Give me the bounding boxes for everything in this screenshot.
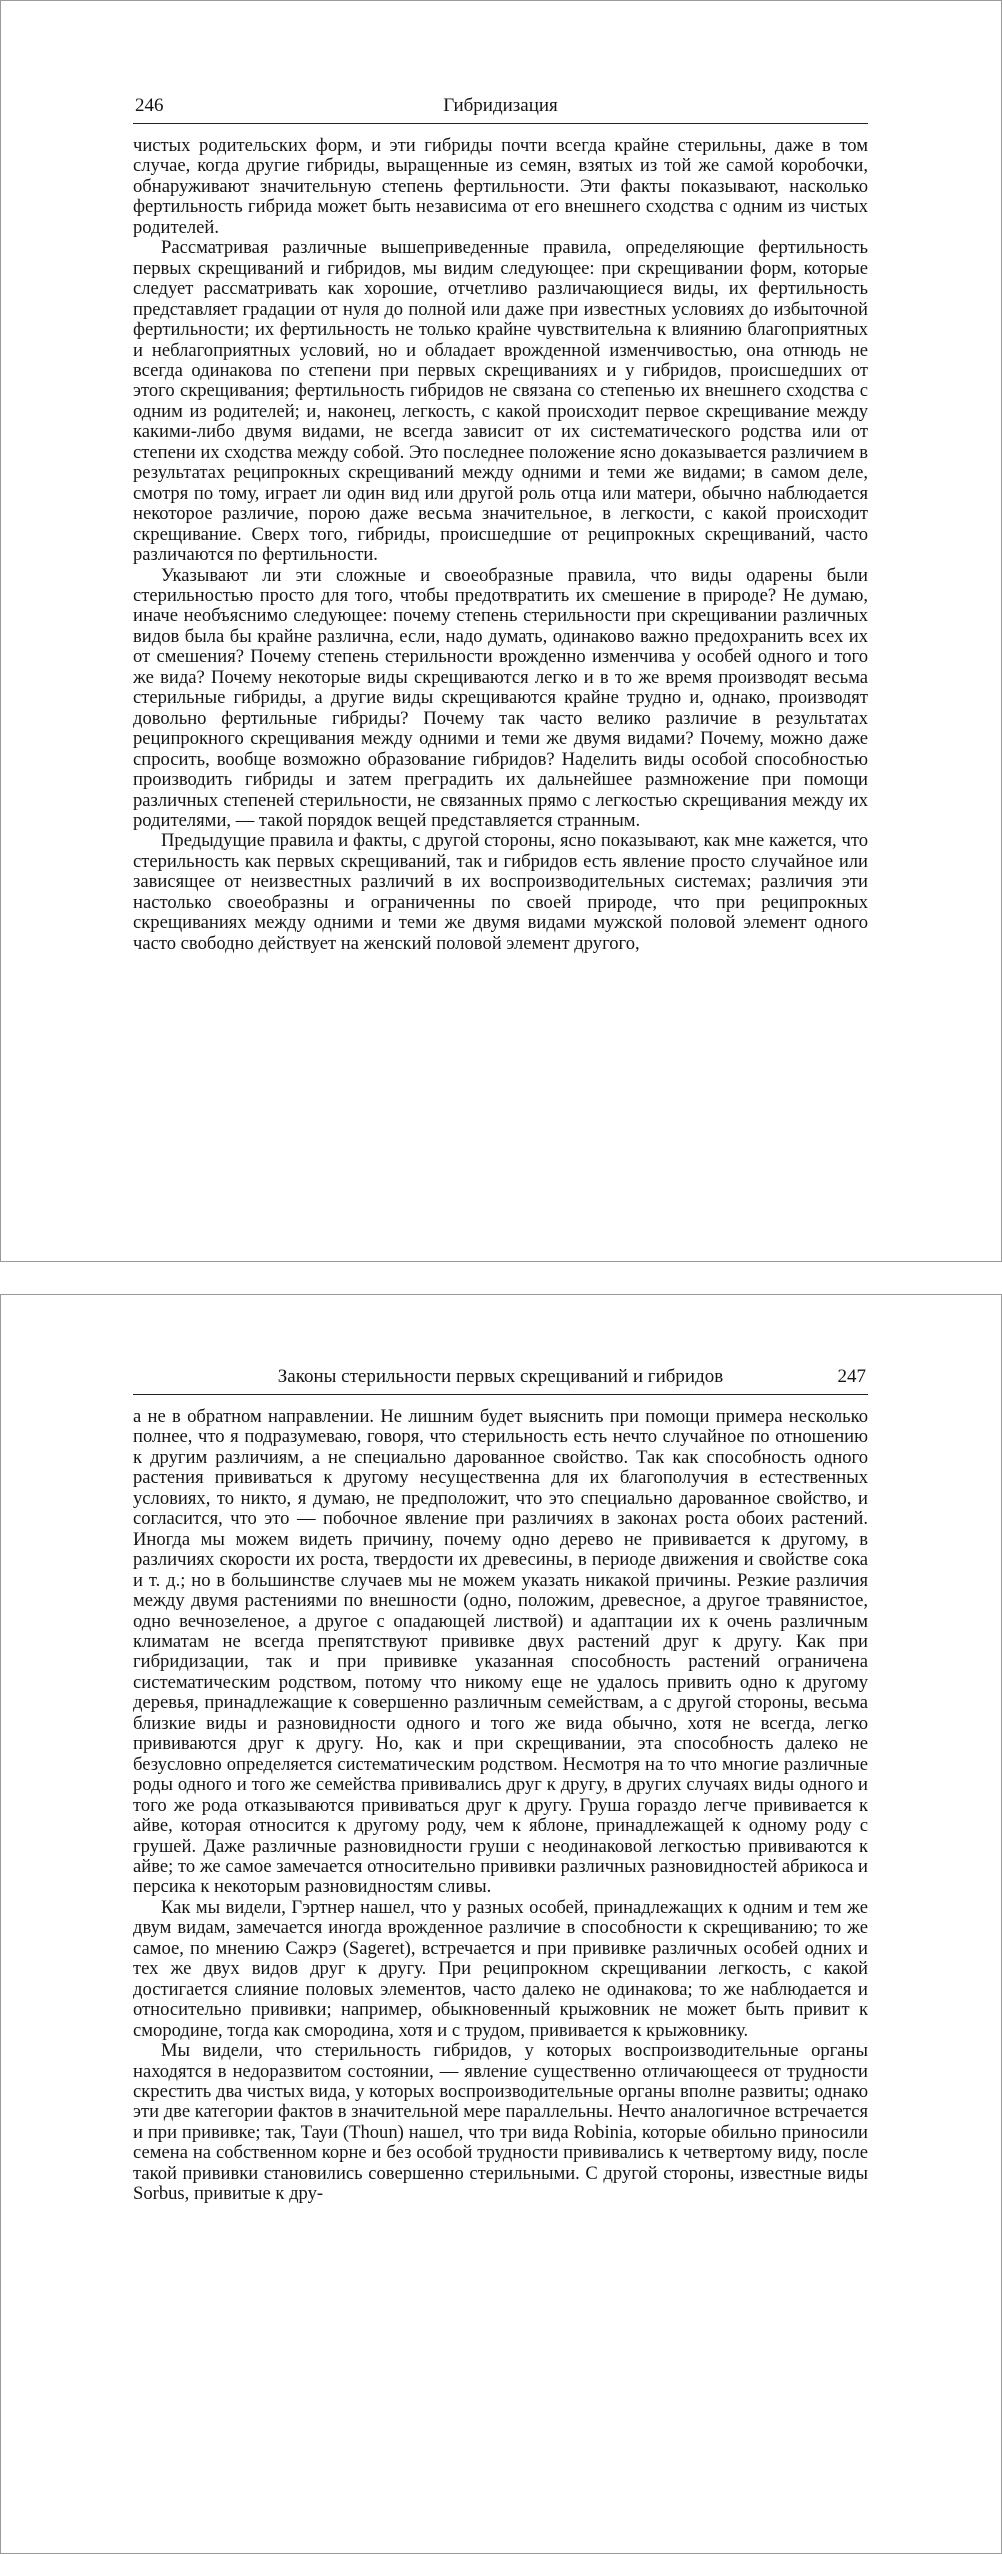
page-gap <box>0 1262 1002 1293</box>
page-number: 246 <box>135 95 164 116</box>
book-page-246 <box>0 0 1002 1262</box>
page-body <box>133 1407 868 2205</box>
paragraph: чистых родительских форм, и эти гибриды почти всегда крайне стерильны, даже в том случае, когда другие гибриды, выращенные из семян, взятых из той же самой коробочки, обнаруживают значительную степень фертильности. Эти факты показывают, насколько фертильность гибрида может быть независима от его внешнего сходства с одним из чистых родителей. <box>133 135 868 238</box>
paragraph: Мы видели, что стерильность гибридов, у которых воспроизводительные органы находятся в недоразвитом состоянии, — явление существенно отличающееся от трудности скрестить два чистых вида, у которых воспроизводительные органы вполне развиты; однако эти две категории фактов в значительной мере параллельны. Нечто аналогичное встречается и при прививке; так, Тауи (Thoun) нашел, что три вида Robinia, которые обильно приносили семена на собственном корне и без особой трудности прививались к четвертому виду, после такой прививки становились совершенно стерильными. С другой стороны, известные виды Sorbus, привитые к дру- <box>133 2040 868 2205</box>
paragraph: а не в обратном направлении. Не лишним будет выяснить при помощи примера несколько полнее, что я подразумеваю, говоря, что стерильность есть нечто случайное по отношению к другим различиям, а не специально дарованное свойство. Так как способность одного растения прививаться к другому несущественна для их благополучия в естественных условиях, то никто, я думаю, не предположит, что это специально дарованное свойство, и согласится, что это — побочное явление при различиях в законах роста обоих растений. Иногда мы можем видеть причину, почему одно дерево не прививается к другому, в различиях скорости их роста, твердости их древесины, в периоде движения и свойстве сока и т. д.; но в большинстве случаев мы не можем указать никакой причины. Резкие различия между двумя растениями по внешности (одно, положим, древесное, а другое травянистое, одно вечнозеленое, а другое с опадающей листвой) и адаптации их к очень различным климатам не всегда препятствуют прививке двух растений друг к другу. Как при гибридизации, так и при прививке указанная способность растений ограничена систематическим родством, потому что никому еще не удалось привить одно к другому деревья, принадлежащие к совершенно различным семействам, а с другой стороны, весьма близкие виды и разновидности одного и того же вида обычно, хотя не всегда, легко прививаются друг к другу. Но, как и при скрещивании, эта способность далеко не безусловно определяется систематическим родством. Несмотря на то что многие различные роды одного и того же семейства прививались друг к другу, в других случаях виды одного и того же рода отказываются прививаться друг к другу. Груша гораздо легче прививается к айве, которая относится к другому роду, чем к яблоне, принадлежащей к одному роду с грушей. Даже различные разновидности груши с неодинаковой легкостью прививаются к айве; то же самое замечается относительно прививки различных разновидностей абрикоса и персика к некоторым разновидностям сливы. <box>133 1406 868 1898</box>
page-number: 247 <box>837 1366 866 1387</box>
book-page-247 <box>0 1294 1002 2554</box>
paragraph: Как мы видели, Гэртнер нашел, что у разных особей, принадлежащих к одним и тем же двум видам, замечается иногда врожденное различие в способности к скрещиванию; то же самое, по мнению Сажрэ (Sageret), встречается и при прививке различных особей одних и тех же двух видов друг к другу. При реципрокном скрещивании легкость, с какой достигается слияние половых элементов, часто далеко не одинакова; то же наблюдается и относительно прививки; например, обыкновенный крыжовник не может быть привит к смородине, тогда как смородина, хотя и с трудом, прививается к крыжовнику. <box>133 1896 868 2041</box>
paragraph: Предыдущие правила и факты, с другой стороны, ясно показывают, как мне кажется, что стерильность как первых скрещиваний, так и гибридов есть явление просто случайное или зависящее от неизвестных различий в их воспроизводительных системах; различия эти настолько своеобразны и ограниченны по своей природе, что при реципрокных скрещиваниях между одними и теми же двумя видами мужской половой элемент одного часто свободно действует на женский половой элемент другого, <box>133 830 868 954</box>
page-header <box>133 93 868 124</box>
running-head: Гибридизация <box>443 95 558 116</box>
page-header <box>133 1364 868 1395</box>
paragraph: Указывают ли эти сложные и своеобразные правила, что виды одарены были стерильностью просто для того, чтобы предотвратить их смешение в природе? Не думаю, иначе необъяснимо следующее: почему степень стерильности при скрещивании различных видов была бы крайне различна, если, надо думать, одинаково важно предохранить всех их от смешения? Почему степень стерильности врожденно изменчива у особей одного и того же вида? Почему некоторые виды скрещиваются легко и в то же время производят весьма стерильные гибриды, а другие виды скрещиваются крайне трудно и, однако, производят довольно фертильные гибриды? Почему так часто велико различие в результатах реципрокного скрещивания между одними и теми же двумя видами? Почему, можно даже спросить, вообще возможно образование гибридов? Наделить виды особой способностью производить гибриды и затем преградить их дальнейшее размножение при помощи различных степеней стерильности, не связанных прямо с легкостью скрещивания между их родителями, — такой порядок вещей представляется странным. <box>133 564 868 831</box>
page-body <box>133 136 868 954</box>
running-head: Законы стерильности первых скрещиваний и гибридов <box>277 1366 724 1387</box>
paragraph: Рассматривая различные вышеприведенные правила, определяющие фертильность первых скрещиваний и гибридов, мы видим следующее: при скрещивании форм, которые следует рассматривать как хорошие, отчетливо различающиеся виды, их фертильность представляет градации от нуля до полной или даже при известных условиях до избыточной фертильности; их фертильность не только крайне чувствительна к влиянию благоприятных и неблагоприятных условий, но и обладает врожденной изменчивостью, она отнюдь не всегда одинакова по степени при первых скрещиваниях и у гибридов, происшедших от этого скрещивания; фертильность гибридов не связана со степенью их внешнего сходства с одним из родителей; и, наконец, легкость, с какой происходит первое скрещивание между какими-либо двумя видами, не всегда зависит от их систематического родства или от степени их сходства между собой. Это последнее положение ясно доказывается различием в результатах реципрокных скрещиваний между одними и теми же видами; в самом деле, смотря по тому, играет ли один вид или другой роль отца или матери, обычно наблюдается некоторое различие, порою даже весьма значительное, в легкости, с какой происходит скрещивание. Сверх того, гибриды, происшедшие от реципрокных скрещиваний, часто различаются по фертильности. <box>133 237 868 566</box>
